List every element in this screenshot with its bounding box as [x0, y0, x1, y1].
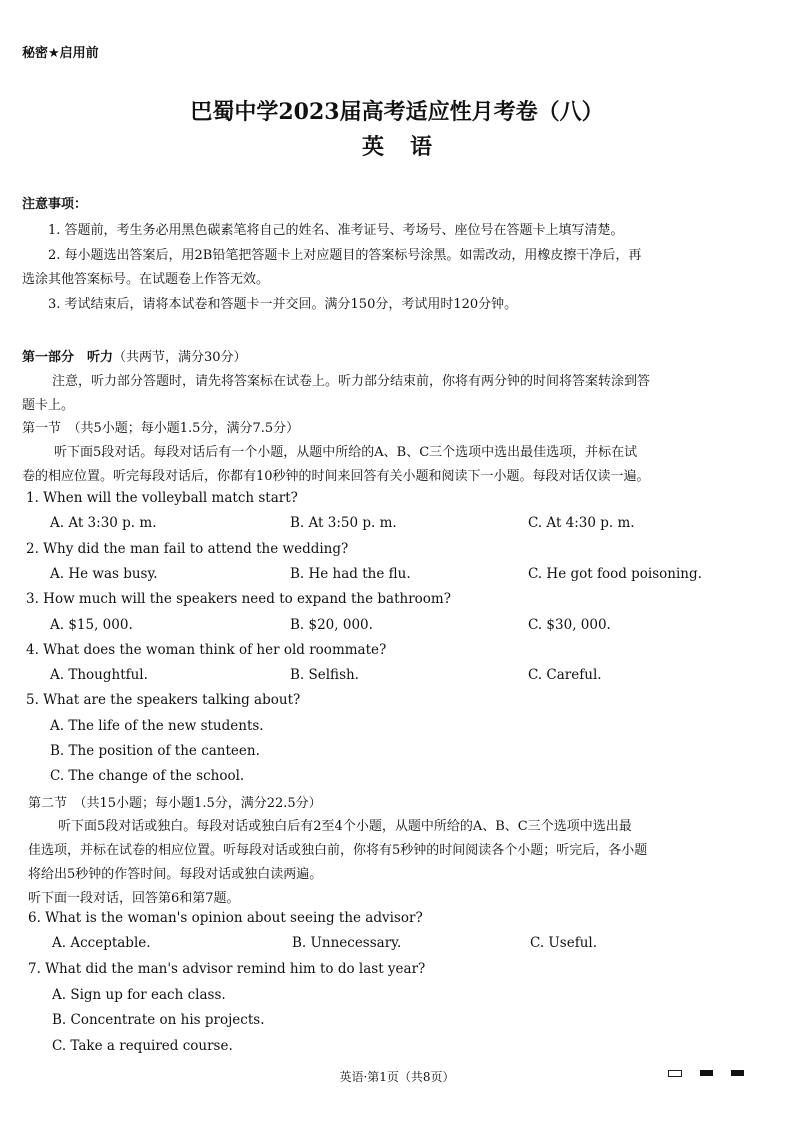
option-c: C. Careful. [528, 667, 602, 683]
notice-item: 3. 考试结束后，请将本试卷和答题卡一并交回。满分150分，考试用时120分钟。 [48, 297, 518, 312]
question-stem: 5. What are the speakers talking about? [26, 692, 301, 708]
option-a: A. Acceptable. [52, 935, 151, 951]
option-c: C. At 4:30 p. m. [528, 515, 635, 531]
subject-title: 英语 [361, 134, 458, 160]
option-a: A. Thoughtful. [50, 667, 148, 683]
dialogue-group-instruction: 听下面一段对话，回答第6和第7题。 [28, 891, 240, 906]
question-stem: 7. What did the man's advisor remind him to do last year? [28, 961, 426, 977]
option-b: B. The position of the canteen. [50, 743, 260, 759]
option-c: C. The change of the school. [50, 768, 245, 784]
option-b: B. $20, 000. [290, 617, 373, 633]
notice-item: 2. 每小题选出答案后，用2B铅笔把答题卡上对应题目的答案标号涂黑。如需改动，用橡皮擦干净后，再 [48, 248, 642, 263]
option-a: A. Sign up for each class. [52, 987, 226, 1003]
option-b: B. He had the flu. [290, 566, 411, 582]
section1-heading: 第一节 （共5小题；每小题1.5分，满分7.5分） [22, 421, 300, 436]
option-b: B. Concentrate on his projects. [52, 1012, 265, 1028]
option-b: B. Selfish. [290, 667, 359, 683]
section2-intro: 听下面5段对话或独白。每段对话或独白后有2至4个小题，从题中所给的A、B、C三个选项中选出最 [58, 819, 632, 834]
section1-intro: 听下面5段对话。每段对话后有一个小题，从题中所给的A、B、C三个选项中选出最佳选项，并标在试 [54, 445, 638, 460]
empty-square-icon [668, 1070, 682, 1077]
filled-bar-icon [700, 1070, 713, 1076]
notice-item: 选涂其他答案标号。在试题卷上作答无效。 [22, 272, 270, 287]
part1-heading [22, 346, 247, 365]
option-a: A. At 3:30 p. m. [50, 515, 157, 531]
section2-heading: 第二节 （共15小题；每小题1.5分，满分22.5分） [28, 796, 322, 811]
question-stem: 4. What does the woman think of her old roommate? [26, 642, 387, 658]
part1-score: （共两节，满分30分） [113, 350, 247, 365]
filled-bar-icon [731, 1070, 744, 1076]
notice-heading: 注意事项： [22, 197, 88, 212]
option-c: C. Take a required course. [52, 1038, 233, 1054]
option-a: A. $15, 000. [50, 617, 133, 633]
part1-intro: 题卡上。 [22, 398, 75, 413]
option-c: C. Useful. [530, 935, 598, 951]
option-b: B. Unnecessary. [292, 935, 402, 951]
question-stem: 6. What is the woman's opinion about seeing the advisor? [28, 910, 423, 926]
question-stem: 3. How much will the speakers need to expand the bathroom? [26, 591, 451, 607]
notice-item: 1. 答题前，考生务必用黑色碳素笔将自己的姓名、准考证号、考场号、座位号在答题卡上填写清楚。 [48, 223, 624, 238]
option-c: C. $30, 000. [528, 617, 611, 633]
question-stem: 1. When will the volleyball match start? [26, 490, 298, 506]
option-a: A. He was busy. [50, 566, 158, 582]
confidential-mark: 秘密★启用前 [22, 46, 99, 61]
part1-intro: 注意，听力部分答题时，请先将答案标在试卷上。听力部分结束前，你将有两分钟的时间将答案转涂到答 [52, 374, 651, 389]
section2-intro: 佳选项，并标在试卷的相应位置。听每段对话或独白前，你将有5秒钟的时间阅读各个小题；听完后，各小题 [28, 843, 648, 858]
question-stem: 2. Why did the man fail to attend the wedding? [26, 541, 349, 557]
part1-title: 第一部分 听力 [22, 350, 114, 365]
option-c: C. He got food poisoning. [528, 566, 702, 582]
page-footer: 英语·第1页（共8页） [339, 1070, 455, 1084]
option-b: B. At 3:50 p. m. [290, 515, 397, 531]
exam-title: 巴蜀中学2023届高考适应性月考卷（八） [190, 99, 604, 125]
option-a: A. The life of the new students. [50, 718, 264, 734]
section2-intro: 将给出5秒钟的作答时间。每段对话或独白读两遍。 [28, 867, 323, 882]
section1-intro: 卷的相应位置。听完每段对话后，你都有10秒钟的时间来回答有关小题和阅读下一小题。每段对话仅读一遍。 [22, 469, 650, 484]
